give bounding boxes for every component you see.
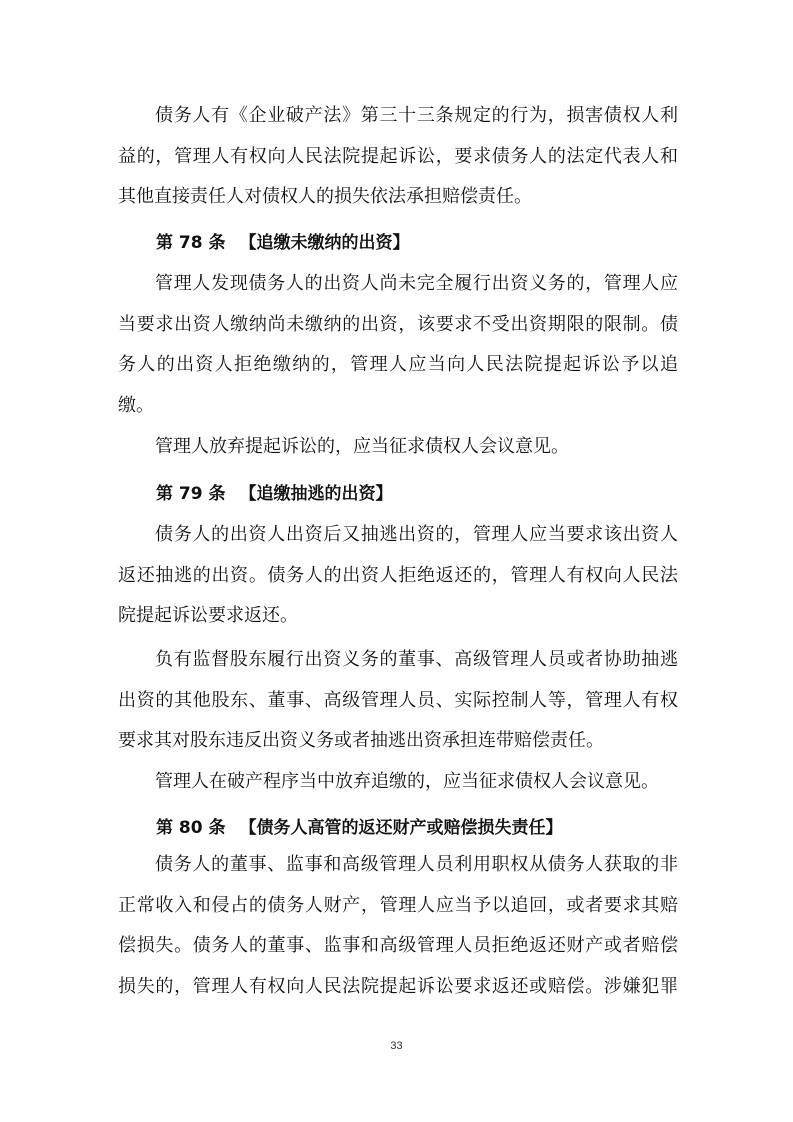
paragraph-withdrawn-capital [118,515,678,637]
text-line: 债务人的出资人出资后又抽逃出资的，管理人应当要求该出资人 [155,524,678,545]
text-line: 偿损失。债务人的董事、监事和高级管理人员拒绝返还财产或者赔偿 [118,935,678,957]
article-title: 【追缴未缴纳的出资】 [239,233,410,253]
text-line: 其他直接责任人对债权人的损失依法承担赔偿责任。 [118,186,532,208]
article-title: 【追缴抽逃的出资】 [239,484,393,504]
text-line: 益的，管理人有权向人民法院提起诉讼，要求债务人的法定代表人和 [118,145,678,167]
paragraph-waive-lawsuit [118,427,678,468]
text-line: 正常收入和侵占的债务人财产，管理人应当予以追回，或者要求其赔 [118,894,678,916]
paragraph-waive-recovery [118,762,678,803]
paragraph-joint-liability [118,640,678,762]
article-number: 第 80 条 [156,818,226,838]
text-line: 务人的出资人拒绝缴纳的，管理人应当向人民法院提起诉讼予以追 [118,354,678,376]
text-line: 院提起诉讼要求返还。 [118,605,298,627]
text-line: 要求其对股东违反出资义务或者抽逃出资承担连带赔偿责任。 [118,730,604,752]
paragraph-unpaid-capital [118,264,678,427]
article-79-heading [118,474,678,515]
paragraph-executive-liability [118,845,678,1008]
text-line: 返还抽逃的出资。债务人的出资人拒绝返还的，管理人有权向人民法 [118,564,678,586]
paragraph-creditor-damage [118,96,678,218]
text-line: 债务人的董事、监事和高级管理人员利用职权从债务人获取的非 [155,854,678,875]
article-title: 【债务人高管的返还财产或赔偿损失责任】 [239,818,563,838]
text-line: 管理人放弃提起诉讼的，应当征求债权人会议意见。 [155,436,569,457]
article-78-heading [118,223,678,264]
text-line: 管理人发现债务人的出资人尚未完全履行出资义务的，管理人应 [155,273,678,294]
text-line: 当要求出资人缴纳尚未缴纳的出资，该要求不受出资期限的限制。债 [118,313,678,335]
text-line: 债务人有《企业破产法》第三十三条规定的行为，损害债权人利 [155,105,678,126]
text-line: 损失的，管理人有权向人民法院提起诉讼要求返还或赔偿。涉嫌犯罪 [118,976,678,998]
article-number: 第 78 条 [156,233,226,253]
text-line: 缴。 [118,395,154,417]
article-80-heading [118,808,678,849]
page-number: 33 [390,1040,403,1052]
article-number: 第 79 条 [156,484,226,504]
text-line: 负有监督股东履行出资义务的董事、高级管理人员或者协助抽逃 [155,649,678,670]
text-line: 管理人在破产程序当中放弃追缴的，应当征求债权人会议意见。 [155,771,659,792]
text-line: 出资的其他股东、董事、高级管理人员、实际控制人等，管理人有权 [118,689,678,711]
